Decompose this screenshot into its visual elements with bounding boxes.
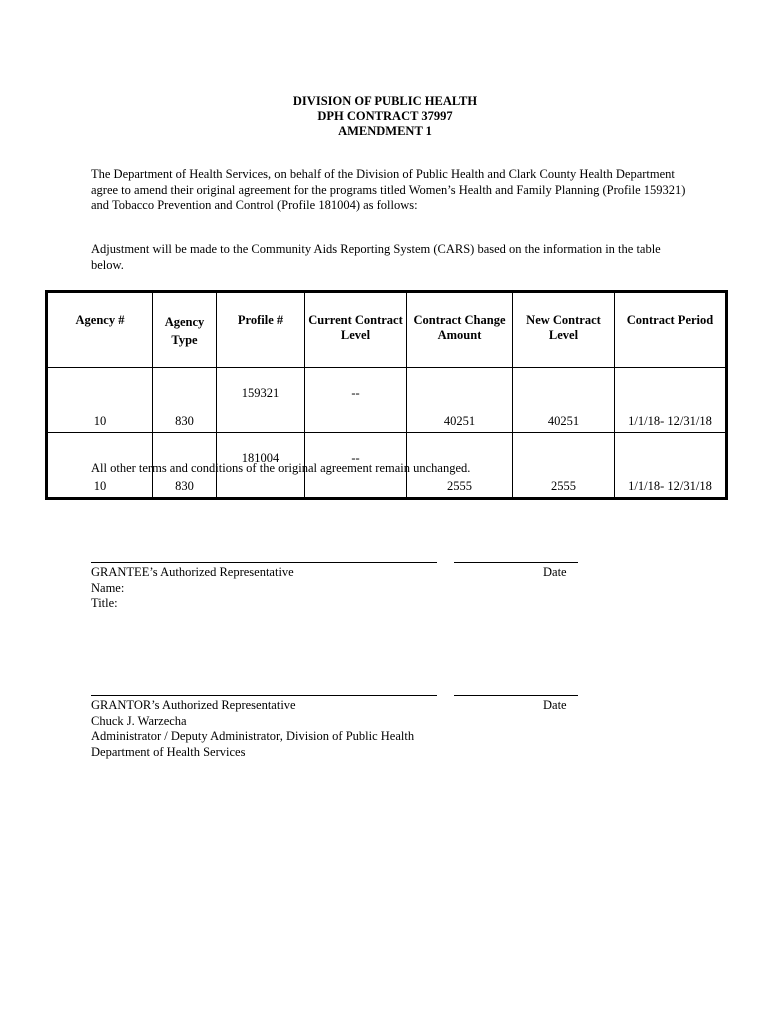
header-agency-number: Agency # — [47, 292, 153, 368]
grantee-name-label: Name: — [91, 580, 125, 595]
header-profile-number: Profile # — [217, 292, 305, 368]
grantee-block — [91, 565, 294, 612]
cell-agency-type: 830 — [153, 368, 217, 433]
header-new-contract-level: New Contract Level — [513, 292, 615, 368]
cell-period: 1/1/18- 12/31/18 — [615, 433, 727, 499]
document-title — [0, 94, 770, 139]
table-row — [47, 368, 727, 433]
cell-new-level: 40251 — [513, 368, 615, 433]
header-agency-type-label: Agency Type — [164, 315, 205, 347]
title-amendment: AMENDMENT 1 — [338, 124, 432, 138]
intro-paragraph: The Department of Health Services, on behalf of the Division of Public Health and Clark County Health Department agree to amend their original agreement for the programs titled Women’s Health and Family Planning (Profile 159321) and Tobacco Prevention and Control (Profile 181004) as follows: — [91, 167, 686, 212]
header-contract-period: Contract Period — [615, 292, 727, 368]
closing-paragraph: All other terms and conditions of the original agreement remain unchanged. — [91, 461, 471, 475]
grantor-label: GRANTOR’s Authorized Representative — [91, 698, 296, 712]
cell-new-level: 2555 — [513, 433, 615, 499]
cell-profile: 181004 — [217, 433, 305, 499]
cell-agency: 10 — [47, 433, 153, 499]
grantee-title-label: Title: — [91, 596, 118, 610]
cell-current-level: -- — [305, 433, 407, 499]
header-contract-change-amount: Contract Change Amount — [407, 292, 513, 368]
grantee-date-line[interactable] — [454, 562, 578, 563]
table-header-row — [47, 292, 727, 368]
grantor-signature-line[interactable] — [91, 695, 437, 696]
cell-change-amount: 2555 — [407, 433, 513, 499]
title-division: DIVISION OF PUBLIC HEALTH — [292, 94, 478, 108]
grantor-name: Chuck J. Warzecha — [91, 713, 187, 728]
grantor-title: Administrator / Deputy Administrator, Division of Public Health — [91, 729, 415, 743]
header-current-contract-level: Current Contract Level — [305, 292, 407, 368]
cell-period: 1/1/18- 12/31/18 — [615, 368, 727, 433]
cell-profile: 159321 — [217, 368, 305, 433]
cell-agency: 10 — [47, 368, 153, 433]
cell-agency-type: 830 — [153, 433, 217, 499]
header-agency-type — [153, 292, 217, 368]
grantor-date-label: Date — [543, 698, 567, 712]
grantee-signature-line[interactable] — [91, 562, 437, 563]
grantor-organization: Department of Health Services — [91, 744, 246, 759]
grantor-block — [91, 698, 414, 760]
adjustment-paragraph: Adjustment will be made to the Community Aids Reporting System (CARS) based on the information in the table below. — [91, 242, 661, 272]
cell-current-level: -- — [305, 368, 407, 433]
grantee-label: GRANTEE’s Authorized Representative — [91, 565, 294, 579]
title-contract: DPH CONTRACT 37997 — [317, 109, 453, 123]
grantor-date-line[interactable] — [454, 695, 578, 696]
cell-change-amount: 40251 — [407, 368, 513, 433]
grantee-date-label: Date — [543, 565, 567, 579]
